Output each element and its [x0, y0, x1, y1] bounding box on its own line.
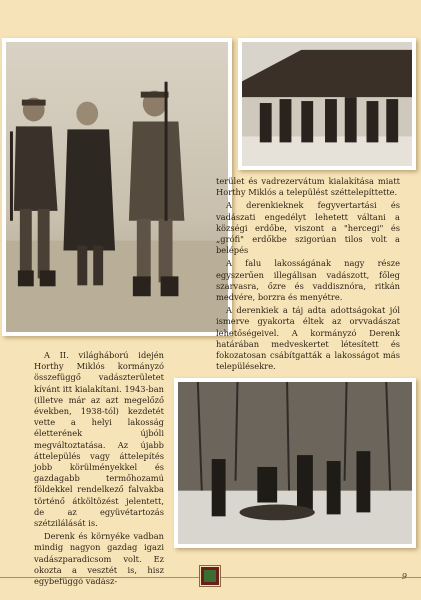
photo-hunt-snow-frame — [174, 378, 416, 548]
photo-hunters-frame — [2, 38, 232, 336]
paragraph: Derenk és környéke vadban mindig nagyon gazdag igazi vadászparadicsom volt. Ez okozta a vesztét is, hisz egybefüggő vadász- — [34, 531, 164, 587]
paragraph: A derenkiek a táj adta adottságokat jól ismerve gyakorta éltek az orvvadászat lehetőségeivel. A kormányzó Derenk határában medveskertet létesített és fokozatosan csábítgatták a lakosságot más településekre. — [216, 305, 400, 372]
photo-house-group-frame — [238, 38, 416, 170]
paragraph: A falu lakosságának nagy része egyszerűen illegálisan vadászott, főleg szarvasra, őzre és vaddisznóra, ritkán medvére, borzra és menyétre. — [216, 258, 400, 303]
page-number: 9 — [401, 572, 407, 581]
photo-hunt-snow — [178, 382, 412, 544]
photo-hunters — [6, 42, 228, 332]
paragraph: A II. világháború idején Horthy Miklós kormányzó összefüggő vadászterületet kívánt itt kialakítani. 1943-ban (illetve már az azt megelőző években, 1938-tól) kezdetét vette a helyi lakosság életterének újbóli megváltoztatása. Az újabb áttelepülés vagy áttelepítés jobb körülményekkel és gazdagabb termőhozamú földekkel rendelkező falvakba történő átköltözést jelentett, de az együvétartozás szétzilálását is. — [34, 350, 164, 529]
left-column-text — [34, 350, 164, 587]
photo-house-group — [242, 42, 412, 166]
paragraph: terület és vadrezervátum kialakítása miatt Horthy Miklós a települést széttelepíttette. — [216, 176, 400, 198]
emblem-icon — [200, 566, 220, 586]
paragraph: A derenkieknek fegyvertartási és vadászati engedélyt lehetett váltani a községi erdőbe, viszont a "hercegi" és „grófi" erdőkbe szigorúan tilos volt a belépés — [216, 200, 400, 256]
right-column-text — [216, 176, 400, 372]
